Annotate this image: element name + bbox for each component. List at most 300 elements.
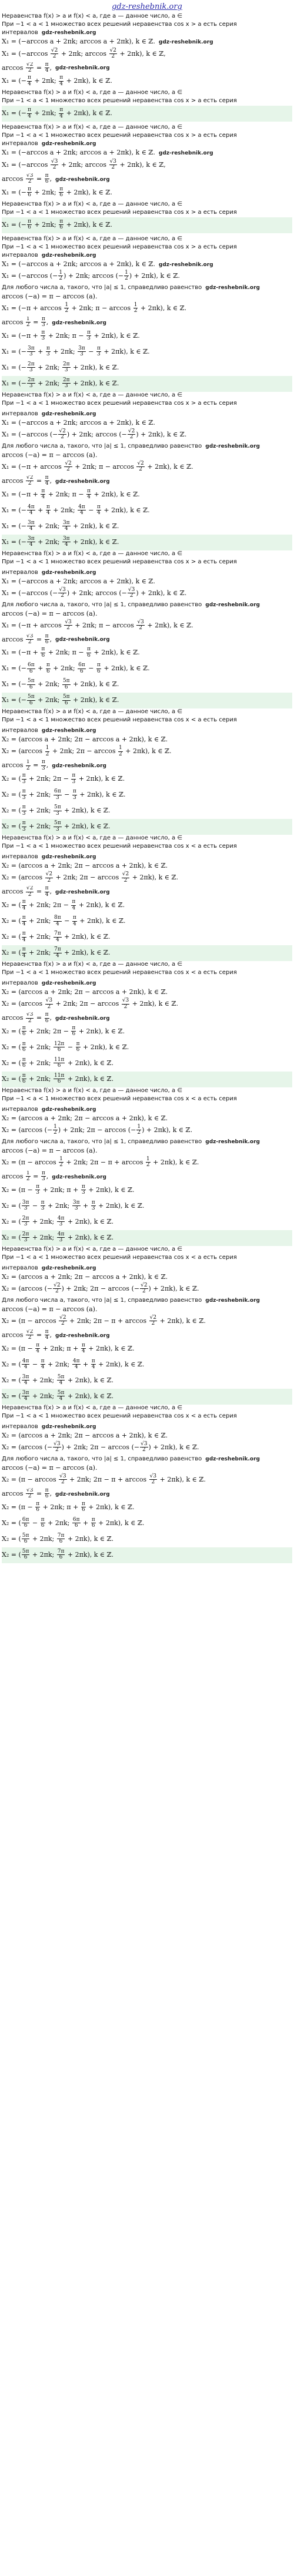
solution-content — [2, 13, 292, 1565]
formula-text: + 2πk; 2π − — [26, 1027, 71, 1035]
formula-line — [2, 89, 292, 98]
formula-text: + 2πk), k ∈ ℤ. — [62, 822, 111, 831]
fraction-numerator: π — [72, 773, 76, 779]
fraction-denominator: 6 — [41, 652, 45, 659]
fraction-denominator: 4 — [55, 936, 59, 943]
formula-text: arccos (−a) = π − arccos (a). — [2, 1305, 98, 1313]
fraction — [45, 173, 49, 185]
formula-text: X₂ = (arccos a + 2πk; 2π − arccos a + 2πk), k ∈ ℤ. — [2, 988, 168, 996]
fraction-denominator: 4 — [29, 541, 33, 548]
formula-text: + 2πk), k ∈ ℤ. — [64, 77, 112, 85]
fraction-denominator: 2 — [139, 624, 143, 631]
solution-block — [2, 1265, 292, 1423]
fraction-denominator: 4 — [41, 1364, 45, 1371]
fraction-denominator: 6 — [22, 1047, 26, 1053]
fraction — [46, 505, 51, 516]
formula-text: + 2πk), k ∈ ℤ. — [65, 1217, 114, 1225]
fraction-numerator: 5π — [54, 820, 61, 827]
formula-text: Неравенства f(x) > a и f(x) < a, где a — данное число, a ∈ — [2, 1087, 183, 1094]
fraction — [27, 663, 35, 674]
formula-line — [2, 787, 292, 803]
fraction — [62, 694, 71, 706]
fraction-denominator: 4 — [74, 1364, 78, 1371]
formula-text: arccos — [2, 635, 25, 643]
fraction-numerator: 4π — [78, 503, 85, 510]
formula-text: X₂ = (arccos a + 2πk; 2π − arccos a + 2πk), k ∈ ℤ. — [2, 1431, 168, 1439]
formula-text: X₂ = ( — [2, 1074, 21, 1083]
formula-text: + 2πk; π − arccos — [69, 304, 133, 312]
formula-text: Для любого числа a, такого, что |a| ≤ 1, справедливо равенство — [2, 1297, 202, 1304]
fraction-denominator: 4 — [59, 80, 64, 87]
fraction — [41, 1200, 45, 1212]
formula-text: X₂ = (π − — [2, 1503, 35, 1511]
fraction — [76, 1042, 81, 1053]
formula-text: + 2πk), k ∈ ℤ. — [64, 109, 112, 117]
fraction — [62, 362, 71, 374]
fraction — [86, 330, 91, 342]
fraction-denominator: 6 — [22, 1031, 26, 1037]
fraction-numerator: π — [76, 1041, 80, 1047]
fraction-numerator: √2 — [141, 1282, 148, 1288]
formula-text: ) + 2πk; arccos (− — [66, 430, 127, 438]
fraction-denominator: 4 — [45, 1335, 49, 1341]
formula-text: X₁ = (−arccos a + 2πk; arccos a + 2πk), k ∈ ℤ. — [2, 38, 155, 46]
fraction-numerator: 3π — [27, 345, 35, 351]
fraction — [22, 1073, 26, 1085]
formula-text: + 2πk), k ∈ ℤ. — [77, 791, 126, 799]
fraction — [41, 1171, 46, 1183]
formula-text: + 2πk; — [30, 1376, 56, 1384]
fraction — [58, 270, 63, 282]
formula-text: При −1 < a < 1 множество всех решений неравенства cos x > a есть серия — [2, 21, 237, 28]
fraction-denominator: 2 — [28, 639, 32, 645]
answer-line — [2, 819, 292, 835]
formula-text: = — [34, 1014, 44, 1022]
fraction-denominator: 2 — [28, 1493, 32, 1500]
fraction-numerator: 1 — [133, 301, 138, 308]
formula-line — [2, 443, 292, 451]
formula-line — [2, 209, 292, 217]
formula-text: + — [35, 347, 45, 355]
fraction — [45, 872, 53, 884]
formula-line — [2, 284, 292, 293]
formula-text: X₂ = (arccos — [2, 747, 45, 755]
fraction-denominator: 6 — [57, 1063, 61, 1069]
formula-text: Для любого числа a, такого, что |a| ≤ 1, справедливо равенство — [2, 442, 202, 449]
formula-text: ) + 2πk), k ∈ ℤ. — [129, 271, 180, 280]
fraction-denominator: 4 — [46, 509, 50, 516]
formula-line — [2, 1500, 292, 1516]
fraction-numerator: 3π — [62, 519, 70, 526]
formula-text: + 2πk), k ∈ ℤ. — [138, 304, 187, 312]
fraction-denominator: 2 — [28, 67, 32, 73]
fraction-denominator: 4 — [59, 113, 64, 119]
fraction — [149, 1474, 157, 1486]
fraction — [59, 108, 64, 119]
fraction — [22, 1391, 30, 1402]
fraction-numerator: 2π — [22, 1215, 29, 1221]
fraction-denominator: 3 — [64, 367, 68, 374]
watermark-text: gdz-reshebnik.org — [158, 261, 213, 268]
fraction-numerator: 4π — [57, 1231, 65, 1237]
fraction-numerator: √2 — [26, 1329, 34, 1335]
watermark-text: gdz-reshebnik.org — [205, 1297, 260, 1304]
formula-text: + 2πk; — [26, 822, 53, 831]
formula-text: ) + 2πk), k ∈ ℤ. — [148, 1443, 199, 1451]
solution-block — [2, 727, 292, 854]
fraction-numerator: 3π — [78, 345, 85, 351]
formula-text: + 2πk; π − arccos — [72, 462, 136, 471]
fraction — [22, 1549, 30, 1561]
fraction-denominator: 4 — [29, 525, 33, 532]
formula-text: Неравенства f(x) > a и f(x) < a, где a — данное число, a ∈ — [2, 835, 183, 842]
formula-text: arccos (−a) = π − arccos (a). — [2, 1463, 98, 1472]
fraction-denominator: 4 — [59, 1380, 63, 1386]
formula-text: + 2πk; — [26, 807, 53, 815]
formula-text: arccos — [2, 1172, 25, 1180]
fraction-numerator: π — [22, 1041, 26, 1047]
formula-text: − — [62, 917, 72, 925]
fraction — [45, 886, 49, 898]
fraction-denominator: 3 — [22, 826, 26, 832]
fraction-denominator: 3 — [59, 1221, 63, 1228]
formula-line — [2, 1114, 292, 1123]
fraction-denominator: 2 — [52, 164, 56, 171]
watermark-text: gdz-reshebnik.org — [41, 728, 96, 734]
fraction — [41, 1517, 45, 1529]
fraction — [27, 187, 32, 199]
fraction — [59, 219, 64, 231]
watermark-text: gdz-reshebnik.org — [41, 1423, 96, 1430]
fraction-numerator: √3 — [45, 998, 53, 1004]
formula-text: + 2πk), k ∈ ℤ. — [71, 379, 119, 387]
fraction-denominator: 3 — [22, 778, 26, 785]
fraction-denominator: 3 — [41, 1176, 45, 1183]
formula-text: Неравенства f(x) > a и f(x) < a, где a — данное число, a ∈ — [2, 961, 183, 968]
fraction-denominator: 4 — [28, 80, 31, 87]
solution-block — [2, 236, 292, 411]
fraction-numerator: √2 — [65, 460, 72, 466]
fraction-numerator: π — [45, 886, 49, 892]
fraction-numerator: √3 — [128, 586, 135, 593]
formula-text: + 2πk; arccos — [59, 49, 109, 58]
site-logo[interactable]: gdz-reshebnik.org — [112, 2, 182, 11]
fraction — [59, 1474, 66, 1486]
formula-line — [2, 1456, 292, 1464]
formula-line — [2, 586, 292, 602]
formula-text: + 2πk; 2π − — [26, 775, 71, 783]
formula-text: интервалов — [2, 727, 38, 734]
formula-line — [2, 744, 292, 760]
fraction-denominator: 6 — [45, 1017, 49, 1024]
formula-text: ) + 2πk), k ∈ ℤ. — [148, 1284, 199, 1292]
fraction — [27, 505, 35, 516]
formula-line — [2, 727, 292, 735]
formula-line — [2, 577, 292, 586]
fraction-numerator: π — [22, 820, 26, 827]
formula-line — [2, 996, 292, 1012]
fraction — [22, 1200, 30, 1212]
formula-text: X₂ = (arccos (− — [2, 1284, 53, 1292]
formula-line — [2, 328, 292, 344]
fraction-denominator: 4 — [29, 509, 33, 516]
fraction — [27, 694, 35, 706]
fraction-denominator: 4 — [55, 952, 59, 959]
fraction-numerator: √3 — [51, 158, 58, 164]
formula-text: При −1 < a < 1 множество всех решений неравенства cos x > a есть серия — [2, 98, 237, 105]
fraction — [27, 520, 35, 532]
formula-line — [2, 610, 292, 618]
fraction — [62, 378, 71, 389]
formula-line — [2, 252, 292, 260]
fraction — [45, 634, 49, 646]
fraction — [22, 1057, 26, 1069]
fraction — [27, 346, 35, 358]
formula-line — [2, 717, 292, 725]
formula-line — [2, 185, 292, 201]
formula-text: X₂ = ( — [2, 822, 21, 831]
formula-line — [2, 38, 292, 46]
formula-text: При −1 < a < 1 множество всех решений неравенства cos x > a есть серия — [2, 243, 237, 250]
formula-text: интервалов — [2, 1106, 38, 1113]
formula-line — [2, 843, 292, 851]
fraction-numerator: 1 — [45, 745, 49, 751]
fraction — [51, 159, 58, 171]
fraction-denominator: 3 — [41, 335, 45, 342]
fraction — [26, 62, 34, 74]
fraction-numerator: π — [87, 646, 91, 653]
formula-line — [2, 451, 292, 459]
fraction-denominator: 2 — [26, 322, 30, 328]
formula-text: + 2πk), k ∈ ℤ. — [65, 1550, 114, 1559]
fraction-denominator: 3 — [55, 794, 59, 801]
formula-text: + 2πk), k ∈ ℤ. — [86, 1503, 135, 1511]
formula-text: + 2πk), k ∈ ℤ. — [65, 1534, 114, 1543]
fraction — [26, 1171, 31, 1183]
fraction-denominator: 4 — [45, 891, 49, 898]
formula-line — [2, 569, 292, 577]
fraction-numerator: π — [87, 488, 91, 494]
fraction-denominator: 3 — [24, 1237, 28, 1244]
formula-text: + 2πk; — [35, 363, 62, 371]
fraction-numerator: 3π — [27, 519, 35, 526]
formula-line — [2, 1413, 292, 1421]
formula-line — [2, 1096, 292, 1104]
formula-text: , — [49, 63, 52, 72]
watermark-text: gdz-reshebnik.org — [52, 320, 106, 326]
watermark-text: gdz-reshebnik.org — [205, 602, 260, 608]
formula-text: = — [34, 1489, 44, 1497]
fraction — [53, 1283, 61, 1295]
formula-text: При −1 < a < 1 множество всех решений неравенства cos x < a есть серия — [2, 717, 237, 724]
fraction-denominator: 3 — [87, 335, 91, 342]
formula-text: + 2πk), k ∈ ℤ. — [77, 917, 126, 925]
formula-text: + 2πk), k ∈ ℤ. — [96, 1519, 145, 1527]
answer-line — [2, 1230, 292, 1246]
formula-text: X₂ = (π − arccos — [2, 1316, 59, 1325]
fraction-denominator: 3 — [22, 810, 26, 817]
formula-text: − — [30, 1360, 40, 1368]
watermark-text: gdz-reshebnik.org — [158, 150, 213, 157]
fraction — [72, 1200, 81, 1212]
formula-text: ) + 2πk), k ∈ ℤ. — [142, 1126, 193, 1134]
formula-text: ) + 2πk), k ∈ ℤ. — [136, 589, 187, 597]
watermark-text: gdz-reshebnik.org — [158, 39, 213, 46]
fraction — [72, 1517, 81, 1529]
formula-line — [2, 1138, 292, 1147]
fraction — [149, 1315, 157, 1327]
formula-text: X₁ = (− — [2, 347, 26, 355]
fraction-denominator: 6 — [41, 1523, 45, 1529]
formula-line — [2, 1198, 292, 1214]
fraction-numerator: √3 — [54, 1440, 61, 1447]
answer-line — [2, 535, 292, 550]
fraction-numerator: π — [22, 773, 26, 779]
formula-text: , — [49, 476, 52, 485]
formula-text: X₂ = ( — [2, 1233, 21, 1241]
formula-text: + 2πk; 2π − π + arccos — [64, 1158, 145, 1166]
formula-text: X₁ = (−arccos a + 2πk; arccos a + 2πk), k ∈ ℤ. — [2, 260, 155, 268]
fraction-denominator: 6 — [59, 224, 64, 230]
formula-line — [2, 1171, 292, 1183]
formula-text: = — [34, 174, 44, 183]
formula-text: − — [86, 506, 96, 514]
fraction — [118, 745, 123, 757]
formula-text: X₂ = (arccos — [2, 1000, 45, 1008]
fraction — [26, 1012, 34, 1024]
formula-text: ) + 2πk; 2π − arccos (− — [61, 1284, 140, 1292]
fraction-numerator: 1 — [137, 1124, 141, 1130]
fraction-denominator: 2 — [142, 1447, 146, 1453]
formula-line — [2, 1155, 292, 1171]
formula-line — [2, 98, 292, 106]
fraction-numerator: π — [41, 1516, 45, 1523]
formula-text: + 2πk; 2π − π + arccos — [67, 1316, 149, 1325]
fraction-denominator: 2 — [59, 276, 63, 282]
fraction-denominator: 4 — [72, 921, 76, 927]
formula-text: + 2πk; π − — [46, 649, 86, 657]
formula-text: Неравенства f(x) > a и f(x) < a, где a — данное число, a ∈ — [2, 1245, 183, 1252]
solution-block — [2, 124, 292, 235]
formula-text: X₂ = ( — [2, 1519, 21, 1527]
watermark-text: gdz-reshebnik.org — [52, 763, 106, 770]
formula-text: При −1 < a < 1 множество всех решений неравенства cos x < a есть серия — [2, 1096, 237, 1102]
fraction-numerator: π — [91, 1199, 95, 1205]
formula-text: arccos — [2, 476, 25, 485]
fraction — [45, 1488, 49, 1500]
formula-text: интервалов — [2, 251, 38, 258]
formula-line — [2, 132, 292, 140]
watermark-text: gdz-reshebnik.org — [55, 1016, 110, 1022]
fraction-denominator: 2 — [61, 592, 64, 599]
fraction-denominator: 6 — [22, 1079, 26, 1085]
formula-text: X₂ = (π − — [2, 1344, 35, 1352]
formula-text: + 2πk; 2π − arccos — [50, 747, 118, 755]
fraction — [122, 998, 129, 1010]
watermark-text: gdz-reshebnik.org — [55, 637, 110, 643]
fraction-numerator: 5π — [57, 1373, 65, 1380]
formula-text: интервалов — [2, 1423, 38, 1430]
formula-text: X₂ = (arccos a + 2πk; 2π − arccos a + 2πk), k ∈ ℤ. — [2, 735, 168, 744]
formula-text: X₁ = (− — [2, 506, 26, 514]
formula-line — [2, 886, 292, 898]
fraction-numerator: 1 — [54, 1124, 57, 1130]
watermark-text: gdz-reshebnik.org — [41, 1265, 96, 1271]
fraction — [45, 62, 49, 74]
fraction-denominator: 6 — [72, 1031, 76, 1037]
formula-text: , — [46, 318, 49, 326]
formula-line — [2, 835, 292, 843]
formula-line — [2, 550, 292, 559]
formula-text: + 2πk; — [51, 347, 78, 355]
fraction-denominator: 4 — [59, 1396, 63, 1402]
formula-text: При −1 < a < 1 множество всех решений неравенства cos x > a есть серия — [2, 209, 237, 216]
formula-text: ) + 2πk; arccos (− — [64, 271, 124, 280]
fraction — [45, 745, 50, 757]
formula-line — [2, 317, 292, 328]
fraction-numerator: 12π — [54, 1041, 65, 1047]
formula-text: + 2πk), k ∈ ℤ. — [96, 1201, 145, 1210]
formula-text: = — [34, 1331, 44, 1339]
fraction-denominator: 6 — [29, 684, 33, 690]
fraction-denominator: 6 — [59, 1539, 63, 1545]
fraction — [54, 1073, 65, 1085]
fraction-denominator: 3 — [29, 383, 33, 389]
fraction — [22, 1517, 30, 1529]
fraction — [71, 773, 76, 785]
fraction-numerator: √3 — [65, 619, 72, 625]
fraction-denominator: 3 — [64, 383, 68, 389]
fraction-numerator: π — [22, 1057, 26, 1063]
fraction-numerator: π — [41, 329, 45, 335]
formula-text: X₂ = ( — [2, 1059, 21, 1067]
fraction-denominator: 2 — [61, 1321, 65, 1327]
fraction — [26, 1329, 34, 1341]
formula-text: X₁ = (−π + — [2, 331, 41, 340]
watermark-text: gdz-reshebnik.org — [41, 141, 96, 147]
fraction-numerator: 1 — [146, 1156, 150, 1162]
fraction-numerator: π — [59, 218, 64, 224]
fraction-numerator: 6π — [78, 662, 85, 669]
fraction — [35, 1502, 40, 1513]
fraction-denominator: 2 — [52, 53, 56, 59]
fraction-numerator: 5π — [22, 1548, 29, 1554]
formula-line — [2, 140, 292, 149]
formula-text: интервалов — [2, 29, 38, 36]
fraction-denominator: 6 — [24, 1554, 28, 1561]
formula-text: + 2πk; arccos — [59, 160, 109, 169]
fraction-numerator: 4π — [72, 1358, 80, 1364]
fraction — [26, 1488, 34, 1500]
formula-text: + 2πk), k ∈ ℤ. — [86, 1185, 135, 1194]
formula-text: + 2πk), k ∈ ℤ. — [96, 1360, 145, 1368]
fraction-numerator: π — [96, 503, 101, 510]
formula-line — [2, 862, 292, 870]
formula-line — [2, 475, 292, 487]
formula-text: + 2πk; π − — [46, 490, 86, 498]
formula-text: Неравенства f(x) > a и f(x) < a, где a — данное число, a ∈ — [2, 13, 183, 20]
fraction-denominator: 2 — [26, 1176, 30, 1183]
fraction-denominator: 6 — [28, 192, 31, 198]
fraction — [91, 1359, 96, 1371]
fraction-denominator: 3 — [41, 765, 45, 771]
fraction-numerator: π — [41, 646, 45, 653]
formula-text: arccos (−a) = π − arccos (a). — [2, 292, 98, 300]
fraction-numerator: √3 — [26, 633, 34, 639]
formula-text: X₂ = ( — [2, 1550, 21, 1559]
fraction — [22, 1042, 26, 1053]
formula-line — [2, 1440, 292, 1456]
